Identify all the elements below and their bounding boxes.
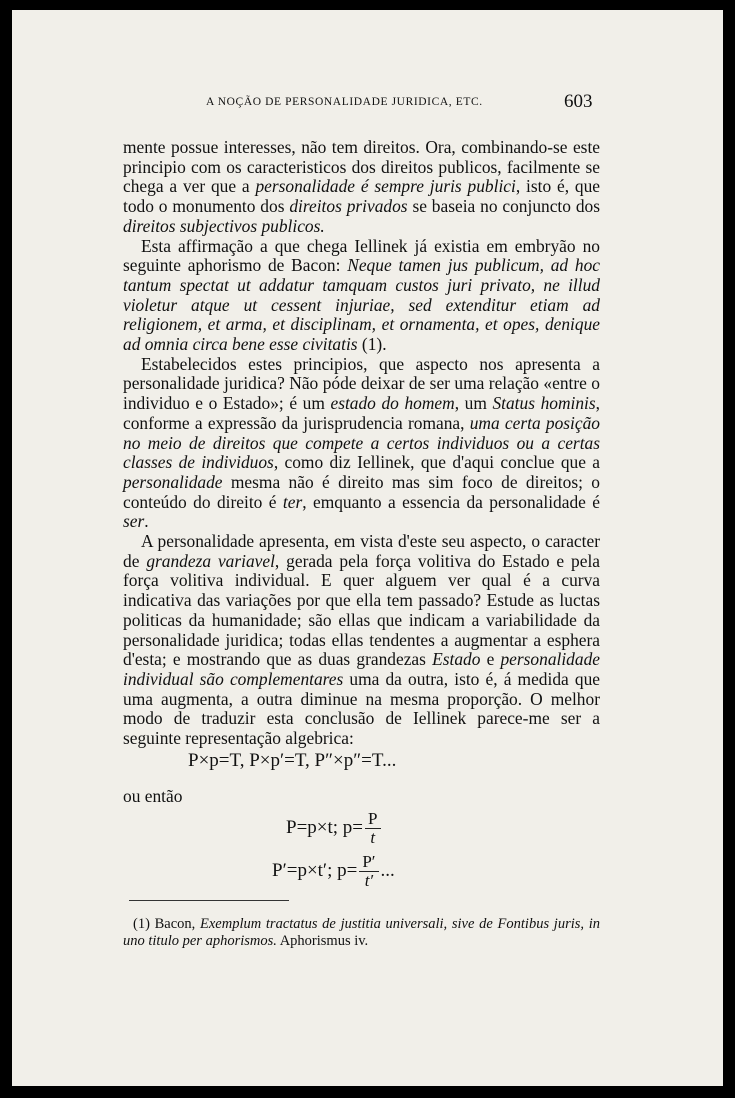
footnote <box>123 916 600 950</box>
text-run: , gerada pela força volitiva do Estado e pela força volitiva individual. E quer alguem ver qual é a curva indicativa das variações por que ella tem passado? Estude as luctas politicas da humanidade; são ellas que indicam a variabilidade da personalidade juridica; todas ellas tendentes a augmentar a esphera d'esta; e mostrando que as duas grandezas <box>123 550 600 670</box>
italic-run: direitos privados <box>289 196 408 217</box>
italic-run: personalidade é sempre juris publici <box>255 176 516 197</box>
text-run: Esta affirmação a que chega Iellinek já existia em embryão no seguinte aphorismo de Bacon: <box>123 235 600 276</box>
formula-expression-3 <box>272 853 395 890</box>
italic-run: grandeza variavel <box>146 550 275 571</box>
italic-run: Estado <box>432 649 481 670</box>
text-run: e <box>480 649 501 670</box>
footnote-1 <box>123 916 600 950</box>
paragraph-4 <box>123 532 600 749</box>
text-run: Estabelecidos estes principios, que aspecto nos apresenta a personalidade juridica? Não póde deixar de ser uma relação «entre o individuo e o Estado»; é um <box>123 353 600 414</box>
paragraph-1 <box>123 138 600 237</box>
text-run: uma da outra, isto é, á medida que uma augmenta, a outra diminue na mesma proporção. O melhor modo de traduzir esta conclusão de Iellinek parece-me ser a seguinte representação algebrica: <box>123 668 600 749</box>
italic-run: personalidade <box>123 471 223 492</box>
fraction-denominator: t′ <box>364 871 374 890</box>
formula-3-left: P′=p×t′; p= <box>272 859 358 881</box>
italic-run: ter <box>282 491 303 512</box>
running-head: A NOÇÃO DE PERSONALIDADE JURIDICA, ETC. <box>206 96 483 108</box>
formula-2-left: P=p×t; p= <box>286 816 364 838</box>
italic-run: ser <box>123 511 145 532</box>
text-run: A personalidade apresenta, em vista d'este seu aspecto, o caracter de <box>123 531 600 571</box>
text-run: mente possue interesses, não tem direitos. Ora, combinando-se este principio com os caracteristicos dos direitos publicos, facilmente se chega a ver que a <box>123 137 600 197</box>
fraction-numerator: P <box>365 810 380 829</box>
fraction-numerator: P′ <box>359 853 378 872</box>
paragraph-3 <box>123 355 600 532</box>
text-run: mesma não é direito mas sim foco de direitos; o conteúdo do direito é <box>123 471 600 512</box>
text-run: , emquanto a essencia da personalidade é <box>302 491 600 512</box>
page-header <box>12 91 723 114</box>
text-run: . <box>144 511 149 532</box>
italic-run: personalidade individual são complementares <box>123 649 600 689</box>
fraction-denominator: t <box>370 828 376 847</box>
italic-run: Neque tamen jus publicum, ad hoc tantum spectat ut addatur tamquam custos juri privato, ne illud violetur atque ut cessent injuriae, sed extenditur etiam ad religionem, et arma, et disciplinam, et ornamenta, et opes, denique ad omnia circa bene esse civitatis <box>123 255 601 355</box>
formula-3-tail: ... <box>380 859 395 881</box>
formula-expression-1: P×p=T, P×p′=T, P″×p″=T... <box>188 750 397 771</box>
italic-run: direitos subjectivos publicos. <box>123 215 325 236</box>
footnote-rule <box>129 900 289 901</box>
or-text: ou então <box>123 786 183 806</box>
page-number: 603 <box>564 91 593 112</box>
italic-run: uma certa posição no meio de direitos que compete a certos individuos ou a certas classes de individuos <box>123 412 600 473</box>
book-page <box>12 10 723 1086</box>
fraction-p-prime-over-t-prime <box>359 853 378 890</box>
body-text <box>123 138 600 749</box>
text-run: se baseia no conjuncto dos <box>407 196 600 217</box>
italic-run: Exemplum tractatus de justitia universali, sive de Fontibus juris, in uno titulo per aphorismos. <box>123 916 600 949</box>
formula-expression-2 <box>286 810 383 847</box>
text-run: , isto é, que todo o monumento dos <box>123 176 600 217</box>
text-run: (1) Bacon, <box>133 916 200 932</box>
italic-run: Status hominis <box>492 393 596 414</box>
paragraph-2 <box>123 237 600 355</box>
text-run: , conforme a expressão da jurisprudencia romana, <box>123 393 601 433</box>
text-run: (1). <box>357 334 387 355</box>
fraction-p-over-t <box>365 810 380 847</box>
text-run: , um <box>454 393 493 414</box>
italic-run: estado do homem <box>330 393 455 414</box>
text-run: Aphorismus iv. <box>276 933 369 949</box>
text-run: , como diz Iellinek, que d'aqui conclue que a <box>273 452 600 473</box>
